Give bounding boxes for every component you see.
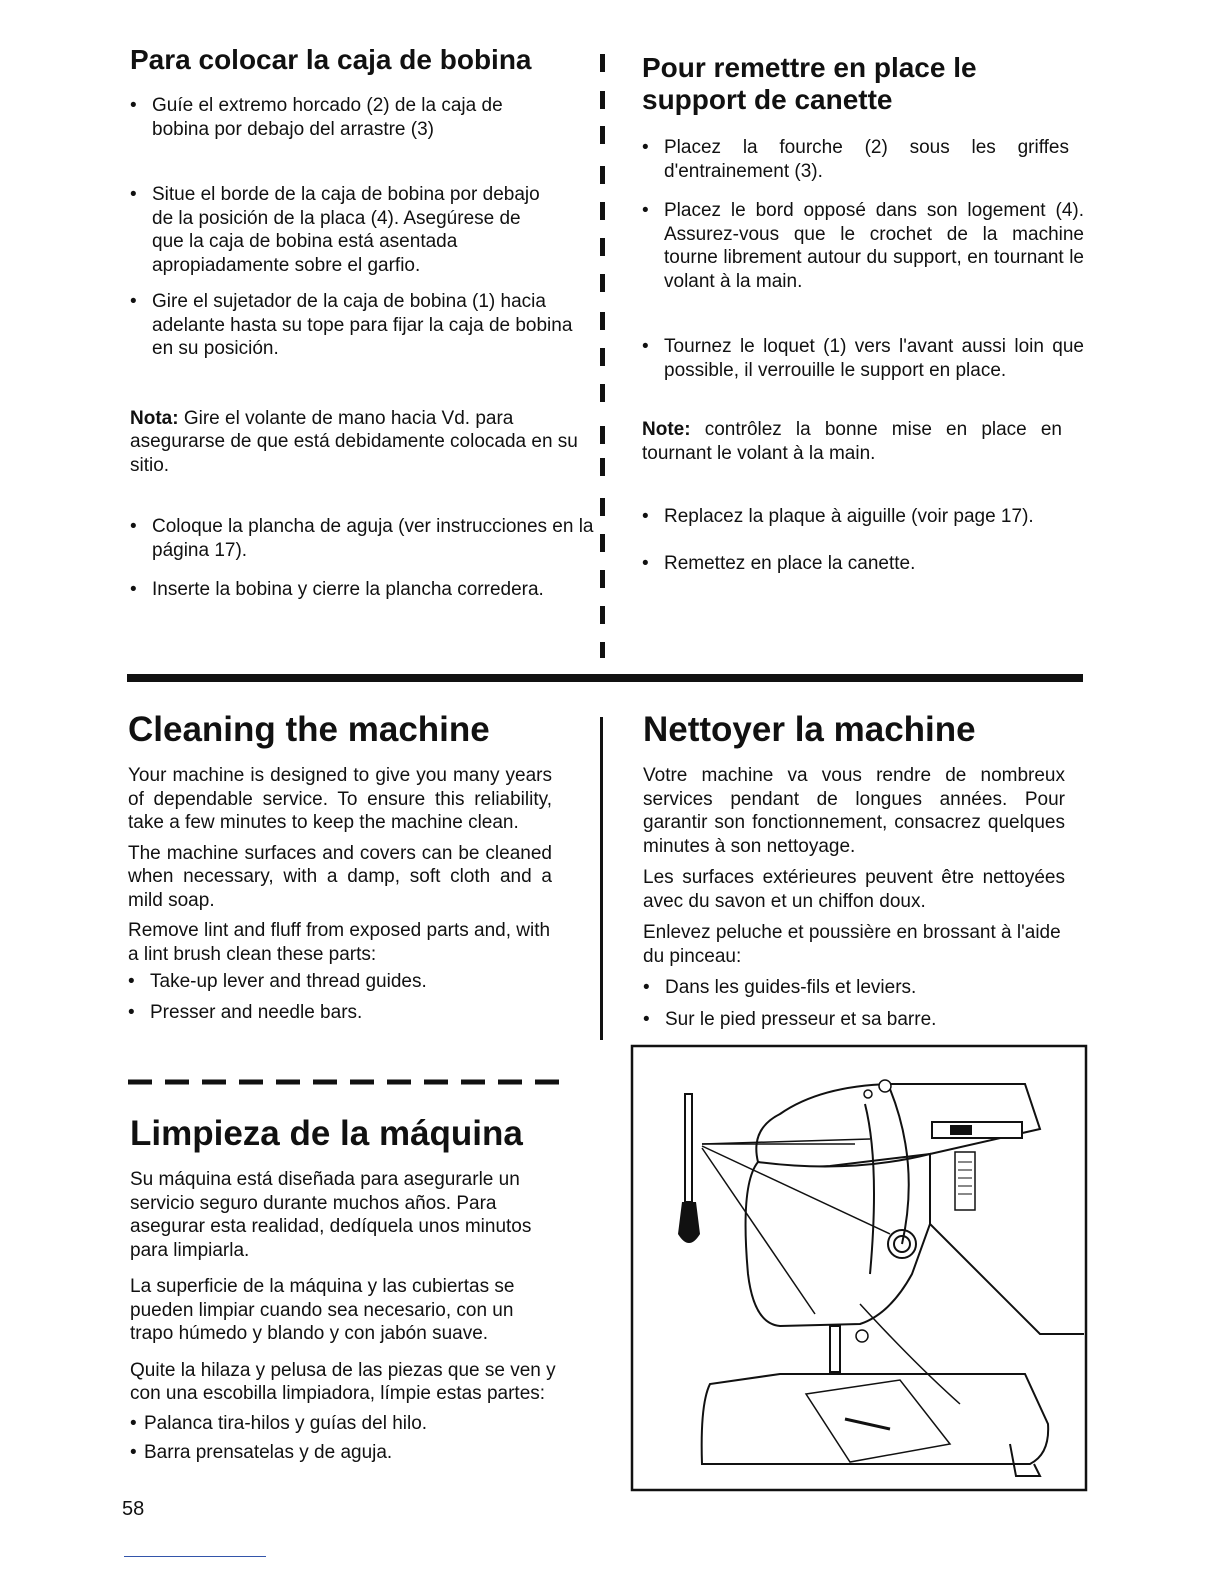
list-item: • Sur le pied presseur et sa barre.	[643, 1008, 1073, 1032]
paragraph: Enlevez peluche et poussière en brossant à l'aide du pinceau:	[643, 922, 1061, 967]
list-item: • Gire el sujetador de la caja de bobina (1) hacia adelante hasta su tope para fijar la caja de bobina en su posición.	[130, 290, 587, 361]
list-item: • Placez le bord opposé dans son logement (4). Assurez-vous que le crochet de la machine tourne librement autour du support, en tournant le volant à la main.	[642, 199, 1084, 293]
note-label: Note:	[642, 419, 691, 440]
section-title: Para colocar la caja de bobina	[130, 44, 532, 75]
dashed-separator	[128, 1078, 560, 1086]
cleaning-en-section	[128, 710, 558, 1024]
section-title: Cleaning the machine	[128, 710, 490, 749]
list-item: • Palanca tira-hilos y guías del hilo.	[130, 1412, 570, 1436]
section-title: Limpieza de la máquina	[130, 1114, 523, 1153]
section-title: Nettoyer la machine	[643, 710, 976, 749]
paragraph: The machine surfaces and covers can be cleaned when necessary, with a damp, soft cloth and a mild soap.	[128, 842, 552, 911]
list-item: • Tournez le loquet (1) vers l'avant aussi loin que possible, il verrouille le support en place.	[642, 335, 1084, 382]
column-divider	[600, 717, 603, 1040]
list-item: • Presser and needle bars.	[128, 1001, 558, 1025]
paragraph: Remove lint and fluff from exposed parts and, with a lint brush clean these parts:	[128, 920, 551, 965]
top-right-section	[642, 52, 1082, 575]
cleaning-es-section	[130, 1114, 570, 1465]
paragraph: La superficie de la máquina y las cubiertas se pueden limpiar cuando sea necesario, con un trapo húmedo y blando y con jabón suave.	[130, 1276, 515, 1344]
paragraph: Les surfaces extérieures peuvent être nettoyées avec du savon et un chiffon doux.	[643, 867, 1065, 912]
top-left-section	[130, 44, 594, 602]
list-item: • Take-up lever and thread guides.	[128, 970, 558, 994]
cleaning-fr-section	[643, 710, 1073, 1031]
paragraph: Your machine is designed to give you many years of dependable service. To ensure this reliability, take a few minutes to keep the machine clean.	[128, 765, 552, 833]
list-item: • Dans les guides-fils et leviers.	[643, 976, 1073, 1000]
list-item: • Replacez la plaque à aiguille (voir page 17).	[642, 505, 1094, 529]
paragraph: Su máquina está diseñada para asegurarle un servicio seguro durante muchos años. Para asegurar esta realidad, dedíquela unos minutos para limpiarla.	[130, 1169, 532, 1261]
list-item: • Barra prensatelas y de aguja.	[130, 1441, 570, 1465]
paragraph: Quite la hilaza y pelusa de las piezas que se ven y con una escobilla limpiadora, límpie estas partes:	[130, 1359, 556, 1404]
list-item: • Inserte la bobina y cierre la plancha corredera.	[130, 578, 602, 602]
list-item: • Placez la fourche (2) sous les griffes d'entrainement (3).	[642, 136, 1069, 183]
list-item: • Guíe el extremo horcado (2) de la caja de bobina por debajo del arrastre (3)	[130, 94, 552, 141]
note-text: Gire el volante de mano hacia Vd. para asegurarse de que está debidamente colocada en su sitio.	[130, 407, 578, 476]
note	[130, 407, 580, 478]
paragraph: Votre machine va vous rendre de nombreux services pendant de longues années. Pour garantir son fonctionnement, consacrez quelques minutes à son nettoyage.	[643, 765, 1065, 857]
footer-rule	[124, 1556, 266, 1557]
sewing-machine-illustration	[630, 1044, 1088, 1492]
page-number: 58	[122, 1498, 145, 1520]
list-item: • Coloque la plancha de aguja (ver instrucciones en la página 17).	[130, 515, 597, 562]
section-divider	[127, 674, 1083, 682]
note-text: contrôlez la bonne mise en place en tournant le volant à la main.	[642, 419, 1063, 464]
list-item: • Situe el borde de la caja de bobina por debajo de la posición de la placa (4). Asegúrese de que la caja de bobina está asentada apropiadamente sobre el garfio.	[130, 183, 542, 277]
column-divider	[600, 54, 606, 658]
section-title: Pour remettre en place le support de canette	[642, 52, 977, 115]
list-item: • Remettez en place la canette.	[642, 552, 1094, 576]
note-label: Nota:	[130, 407, 179, 429]
note	[642, 418, 1062, 465]
